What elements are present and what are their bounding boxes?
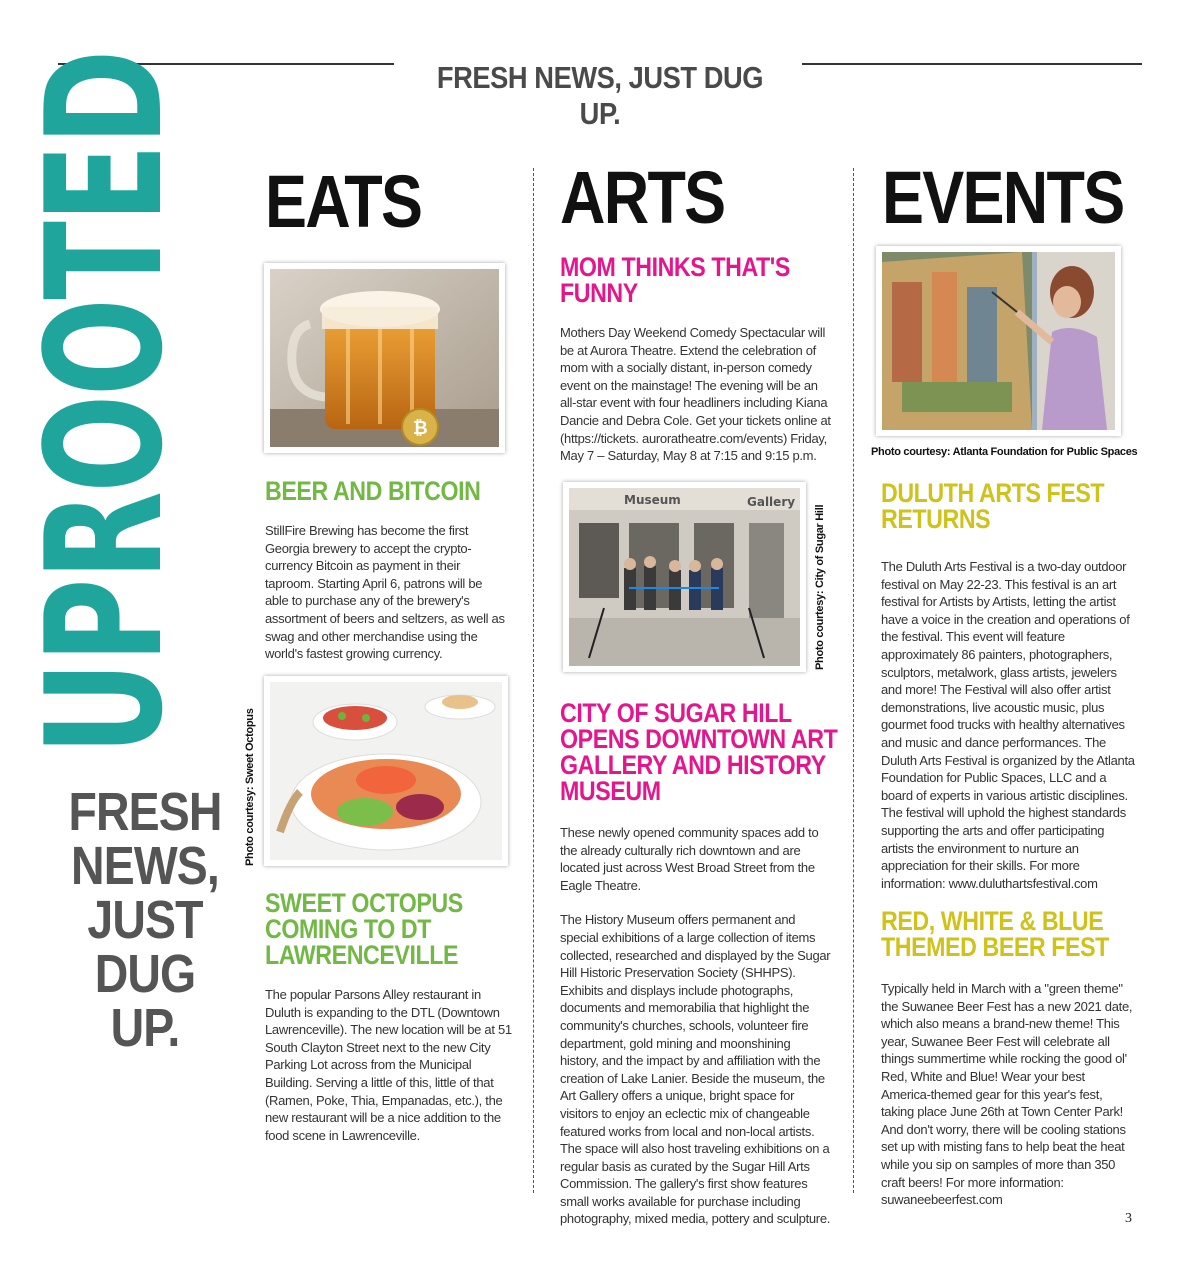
article-body: The Duluth Arts Festival is a two-day outdoor festival on May 22-23. This festival is an art festival for Artists by Artists, letting the artist have a voice in the creation and operations of the festival. This event will feature approximately 86 painters, photographers, sculptors, metalwork, glass artists, jewelers and more! The Festival will also offer artist demonstrations, live acoustic music, plus gourmet food trucks with healthy alternatives and music and dance performances. The Duluth Arts Festival is organized by the Atlanta Foundation for Public Spaces, LLC and a board of experts in various artistic disciplines. The festival will uphold the highest standards supporting the arts and offer participating artists the environment to nurture an appreciation for their skills. For more information: www.duluthartsfestival.com <box>881 559 1135 891</box>
section-title-arts: ARTS <box>560 156 725 239</box>
stack-line: JUST <box>87 890 203 950</box>
stack-line: NEWS, <box>71 836 219 896</box>
artist-painting-image <box>882 252 1115 430</box>
stack-line: DUG UP. <box>94 944 196 1058</box>
museum-photo <box>563 482 806 672</box>
museum-sign-text: Museum <box>624 493 681 507</box>
eats-story-1 <box>265 478 515 680</box>
headline-beer-fest: RED, WHITE & BLUE THEMED BEER FEST <box>881 906 1109 962</box>
events-column <box>882 156 1142 239</box>
eats-story-2 <box>265 890 515 1161</box>
photo-credit-atlanta-foundation: Photo courtesy: Atlanta Foundation for Public Spaces <box>871 446 1138 458</box>
headline-sweet-octopus: SWEET OCTOPUS COMING TO DT LAWRENCEVILLE <box>265 888 463 970</box>
stack-line: FRESH <box>68 782 222 842</box>
photo-credit-sweet-octopus: Photo courtesy: Sweet Octopus <box>244 708 256 866</box>
headline-duluth-arts-fest: DULUTH ARTS FEST RETURNS <box>881 478 1105 534</box>
photo-credit-sugar-hill: Photo courtesy: City of Sugar Hill <box>814 504 826 670</box>
uprooted-vertical-title: UPROOTED <box>11 51 198 755</box>
section-title-eats: EATS <box>265 160 422 243</box>
article-body: StillFire Brewing has become the first Georgia brewery to accept the crypto-currency Bitcoin as payment in their taproom. Starting April 6, patrons will be able to purchase any of the brewery's assortment of beers and seltzers, as well as swag and other merchandise using the world's fastest growing currency. <box>265 523 505 662</box>
painter-photo <box>876 246 1121 436</box>
arts-story-2 <box>560 698 838 1245</box>
masthead: FRESH NEWS, JUST DUG UP. <box>436 60 764 131</box>
gallery-sign-text: Gallery <box>747 495 796 509</box>
food-photo <box>264 676 508 866</box>
article-body: These newly opened community spaces add to the already culturally rich downtown and are located just across West Broad Street from the Eagle Theatre. The History Museum offers permanent and special exhibitions of a large collection of items collected, researched and displayed by the Sugar Hill Historic Preservation Society (SHHPS). Exhibits and displays include photographs, documents and memorabilia that highlight the community's churches, schools, volunteer fire department, gold mining and moonshining history, and the impact by and affiliation with the creation of Lake Lanier. Beside the museum, the Art Gallery offers a unique, bright space for visitors to enjoy an eclectic mix of changeable featured works from local and non-local artists. The space will also host traveling exhibitions on a regular basis as curated by the Sugar Hill Arts Commission. The gallery's first show features small works available for purchase including photography, mixed media, pottery and sculpture. <box>560 825 831 1227</box>
beer-photo <box>264 263 505 453</box>
article-body: The popular Parsons Alley restaurant in Duluth is expanding to the DTL (Downtown Lawrenceville). The new location will be at 51 South Clayton Street next to the new City Parking Lot across from the Municipal Building. Serving a little of this, little of that (Ramen, Poke, Thia, Empanadas, etc.), the new restaurant will be a nice addition to the food scene in Lawrenceville. <box>265 987 512 1143</box>
headline-sugar-hill-gallery: CITY OF SUGAR HILL OPENS DOWNTOWN ART GALLERY AND HISTORY MUSEUM <box>560 698 838 806</box>
arts-column <box>560 156 835 482</box>
column-divider <box>853 168 854 1193</box>
section-title-events: EVENTS <box>882 156 1124 239</box>
museum-ribbon-cutting-image <box>569 488 800 666</box>
headline-beer-bitcoin: BEER AND BITCOIN <box>265 476 481 506</box>
svg-text:₿: ₿ <box>413 418 428 439</box>
page-number: 3 <box>1125 1211 1132 1226</box>
fresh-news-stack <box>40 782 250 1058</box>
article-body: Typically held in March with a "green theme" the Suwanee Beer Fest has a new 2021 date, which also means a brand-new theme! This year, Suwanee Beer Fest will celebrate all things summertime while rocking the good ol' Red, White and Blue! Wear your best America-themed gear for this year's fest, taking place June 26th at Town Center Park! And don't worry, there will be cooling stations set up with misting fans to help beat the heat while you sip on samples of more than 350 craft beers! For more information: suwaneebeerfest.com <box>881 981 1133 1208</box>
eats-column <box>265 160 515 243</box>
header-rule-right <box>802 63 1142 65</box>
headline-mom-thinks-funny: MOM THINKS THAT'S FUNNY <box>560 252 790 308</box>
events-story-2 <box>881 908 1141 1226</box>
beer-mug-image <box>270 269 499 447</box>
column-divider <box>533 168 534 1193</box>
events-story-1 <box>881 480 1141 909</box>
article-body: Mothers Day Weekend Comedy Spectacular will be at Aurora Theatre. Extend the celebration of mom with a socially distant, in-person comedy event on the mainstage! The evening will be an all-star event with four headliners including Kiana Dancie and Debra Cole. Get your tickets online at (https://tickets. auroratheatre.com/events) Friday, May 7 – Saturday, May 8 at 7:15 and 9:15 p.m. <box>560 325 831 464</box>
poke-bowl-image <box>270 682 502 860</box>
